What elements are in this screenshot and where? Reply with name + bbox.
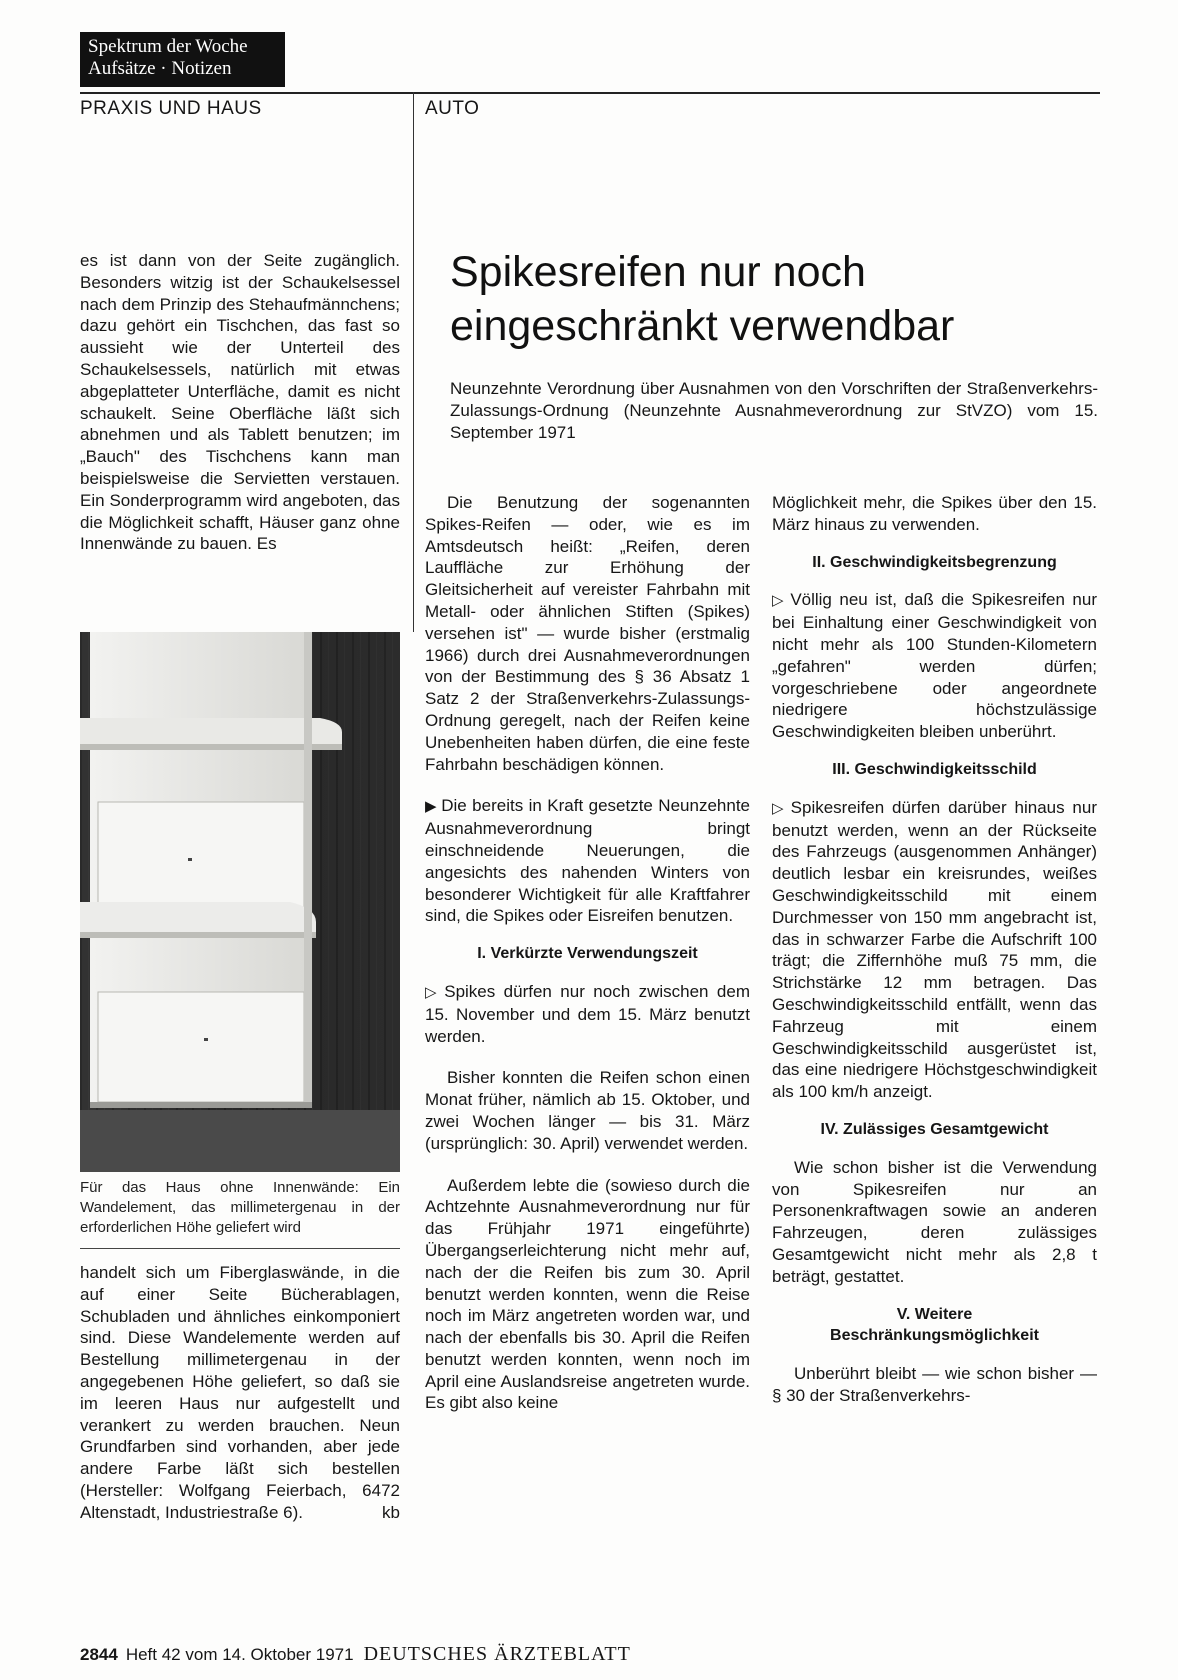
caption-rule xyxy=(80,1248,400,1249)
masthead: DEUTSCHES ÄRZTEBLATT xyxy=(363,1643,631,1665)
left-bottom-paragraph xyxy=(80,1262,400,1524)
article-paragraph-2-text: Die bereits in Kraft gesetzte Neunzehnte Ausnahmeverordnung bringt einschneidende Neuerungen, die angesichts des nahenden Winters von besonderer Wichtigkeit für alle Kraftfahrer sind, die Spikes oder Eisreifen benutzen. xyxy=(425,796,750,926)
article-paragraph-8 xyxy=(772,797,1097,1103)
article-paragraph-10: Unberührt bleibt — wie schon bisher — § 30 der Straßenverkehrs- xyxy=(772,1364,1097,1405)
article-paragraph-8-text: Spikesreifen dürfen darüber hinaus nur benutzt werden, wenn an der Rückseite des Fahrzeugs (ausgenommen Anhänger) deutlich lesbar ein kreisrundes, weißes Geschwindigkeitsschild mit einem Durchmesser von 150 mm angebracht ist, das in schwarzer Farbe die Aufschrift 100 trägt; die Ziffernhöhe muß 75 mm, die Strichstärke 12 mm betragen. Das Geschwindigkeitsschild entfällt, wenn das Fahrzeug mit einem Geschwindigkeitsschild ausgerüstet ist, das eine niedrigere Höchstgeschwindigkeit als 100 km/h anzeigt. xyxy=(772,797,1097,1102)
article-paragraph-7 xyxy=(772,589,1097,743)
page-footer xyxy=(80,1643,631,1666)
article-paragraph-5: Außerdem lebte die (sowieso durch die Achtzehnte Ausnahmeverordnung nur für das Frühjahr 1971 eingeführte) Übergangserleichterung nicht mehr auf, nach der die Reifen bis zum 30. April benutzt werden konnten, wenn die Reise noch im März angetreten worden war, und nach der ebenfalls bis 30. April die Reifen benutzt werden konnten, wenn noch im April eine Auslandsreise angetreten wurde. Es gibt also keine xyxy=(425,1175,750,1413)
wall-element-photo xyxy=(80,632,400,1172)
left-top-paragraph: es ist dann von der Seite zugänglich. Besonders witzig ist der Schaukelsessel nach dem Prinzip des Stehaufmännchens; dazu gehört ein Tischchen, das fast so aussieht wie der Unterteil des Schaukelsessels, natürlich mit etwas abgeplatteter Unterfläche, damit es nicht schaukelt. Seine Oberfläche läßt sich abnehmen und als Tablett benutzen; im „Bauch" des Tischchens kann man beispielsweise die Servietten verstauen. Ein Sonderprogramm wird angeboten, das die Möglichkeit schafft, Häuser ganz ohne Innenwände zu bauen. Es xyxy=(80,251,400,554)
article-paragraph-3-text: Spikes dürfen nur noch zwischen dem 15. November und dem 15. März benutzt werden. xyxy=(425,981,750,1046)
subheading-5-line-2: Beschränkungsmöglichkeit xyxy=(830,1327,1039,1345)
outline-triangle-icon: ▷ xyxy=(425,983,441,1001)
section-kicker xyxy=(80,32,285,87)
article-column-middle xyxy=(425,492,750,1414)
outline-triangle-icon: ▷ xyxy=(772,592,787,610)
subheading-4: IV. Zulässiges Gesamtgewicht xyxy=(820,1120,1049,1138)
article-paragraph-7-text: Völlig neu ist, daß die Spikesreifen nur bei Einhaltung einer Geschwindigkeit von nicht mehr als 100 Stunden-Kilometern „gefahren" werden dürfen; vorgeschriebene oder angeordnete niedrigere höchstzulässige Geschwindigkeiten bleiben unberührt. xyxy=(772,590,1097,742)
left-column-bottom xyxy=(80,1262,400,1524)
column-divider xyxy=(413,92,414,632)
left-column-top xyxy=(80,250,400,555)
section-label-left: PRAXIS UND HAUS xyxy=(80,98,262,119)
kicker-line-1: Spektrum der Woche xyxy=(88,36,248,57)
filled-triangle-icon: ▶ xyxy=(425,798,438,816)
outline-triangle-icon: ▷ xyxy=(772,799,787,817)
section-label-right: AUTO xyxy=(425,98,480,119)
subheading-5 xyxy=(772,1304,1097,1348)
subheading-5-line-1: V. Weitere xyxy=(896,1305,973,1323)
article-column-right xyxy=(772,492,1097,1407)
article-paragraph-4: Bisher konnten die Reifen schon einen Monat früher, nämlich ab 15. Oktober, und zwei Wochen länger — bis 31. März (ursprünglich: 30. April) verwendet werden. xyxy=(425,1068,750,1153)
article-paragraph-3 xyxy=(425,981,750,1047)
header-rule xyxy=(80,92,1100,94)
article-paragraph-1: Die Benutzung der sogenannten Spikes-Reifen — oder, wie es im Amtsdeutsch heißt: „Reifen, deren Lauffläche zur Erhöhung der Gleitsicherheit auf vereister Fahrbahn mit Metall- oder ähnlichen Stiften (Spikes) versehen ist" — wurde bisher (erstmalig 1966) durch drei Ausnahmeverordnungen von der Bestimmung des § 36 Absatz 1 Satz 2 der Straßenverkehrs-Zulassungs-Ordnung geregelt, nach der Reifen keine Unebenheiten haben dürfen, die eine feste Fahrbahn beschädigen können. xyxy=(425,493,750,774)
article-title-line-2: eingeschränkt verwendbar xyxy=(450,302,955,350)
article-paragraph-9: Wie schon bisher ist die Verwendung von Spikesreifen nur an Personenkraftwagen sowie an anderen Fahrzeugen, deren zulässiges Gesamtgewicht nicht mehr als 2,8 t beträgt, gestattet. xyxy=(772,1157,1097,1286)
article-title xyxy=(450,245,1090,353)
paragraph-gap xyxy=(425,1155,750,1175)
article-lede: Neunzehnte Verordnung über Ausnahmen von den Vorschriften der Straßenverkehrs-Zulassungs-Ordnung (Neunzehnte Ausnahmeverordnung zur StVZO) vom 15. September 1971 xyxy=(450,379,1098,442)
subheading-2: II. Geschwindigkeitsbegrenzung xyxy=(812,553,1057,571)
kicker-line-2: Aufsätze · Notizen xyxy=(88,58,232,79)
paragraph-gap xyxy=(425,775,750,795)
article-title-line-1: Spikesreifen nur noch xyxy=(450,248,866,296)
article-paragraph-6: Möglichkeit mehr, die Spikes über den 15. März hinaus zu verwenden. xyxy=(772,493,1097,534)
page-number: 2844 xyxy=(80,1645,118,1664)
subheading-1: I. Verkürzte Verwendungszeit xyxy=(477,945,698,963)
author-signature: kb xyxy=(382,1502,400,1522)
photo-caption: Für das Haus ohne Innenwände: Ein Wandelement, das millimetergenau in der erforderlichen Höhe geliefert wird xyxy=(80,1179,400,1236)
article-paragraph-2 xyxy=(425,795,750,927)
subheading-3: III. Geschwindigkeitsschild xyxy=(832,760,1037,778)
issue-info: Heft 42 vom 14. Oktober 1971 xyxy=(125,1645,354,1664)
paragraph-gap xyxy=(425,1047,750,1067)
left-bottom-text: handelt sich um Fiberglaswände, in die auf einer Seite Bücherablagen, Schubladen und ähnliches einkomponiert sind. Diese Wandelemente werden auf Bestellung millimetergenau in der angegebenen Höhe geliefert, so daß sie im leeren Haus nur aufgestellt und verankert zu werden brauchen. Neun Grundfarben sind vorhanden, aber jede andere Farbe läßt sich bestellen (Hersteller: Wolfgang Feierbach, 6472 Altenstadt, Industriestraße 6). xyxy=(80,1263,400,1522)
